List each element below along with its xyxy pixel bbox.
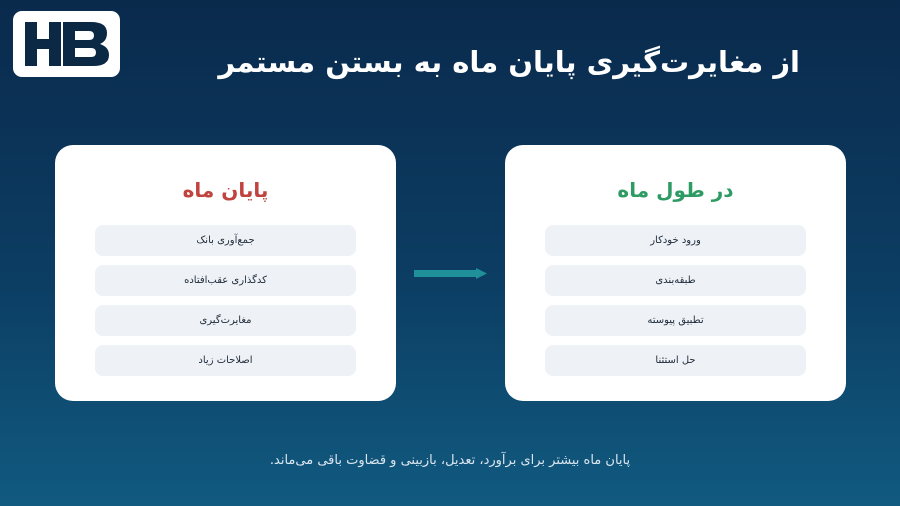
during-month-title: در طول ماه [617,178,734,202]
during-month-item: تطبیق پیوسته [545,305,806,336]
during-month-item: طبقه‌بندی [545,265,806,296]
footer-note: پایان ماه بیشتر برای برآورد، تعدیل، بازبینی و قضاوت باقی می‌ماند. [269,453,631,468]
month-end-card [55,145,396,401]
during-month-item: ورود خودکار [545,225,806,256]
month-end-item: مغایرت‌گیری [95,305,356,336]
month-end-item: کدگذاری عقب‌افتاده [95,265,356,296]
month-end-item: اصلاحات زیاد [95,345,356,376]
brand-logo [13,11,120,77]
during-month-card [505,145,846,401]
month-end-title: پایان ماه [182,178,269,202]
hb-logo-icon [23,20,111,68]
flow-arrow [414,265,488,284]
page-title: از مغایرت‌گیری پایان ماه به بستن مستمر [218,45,800,79]
during-month-item: حل استثنا [545,345,806,376]
month-end-item: جمع‌آوری بانک [95,225,356,256]
arrow-right-icon [414,268,488,280]
